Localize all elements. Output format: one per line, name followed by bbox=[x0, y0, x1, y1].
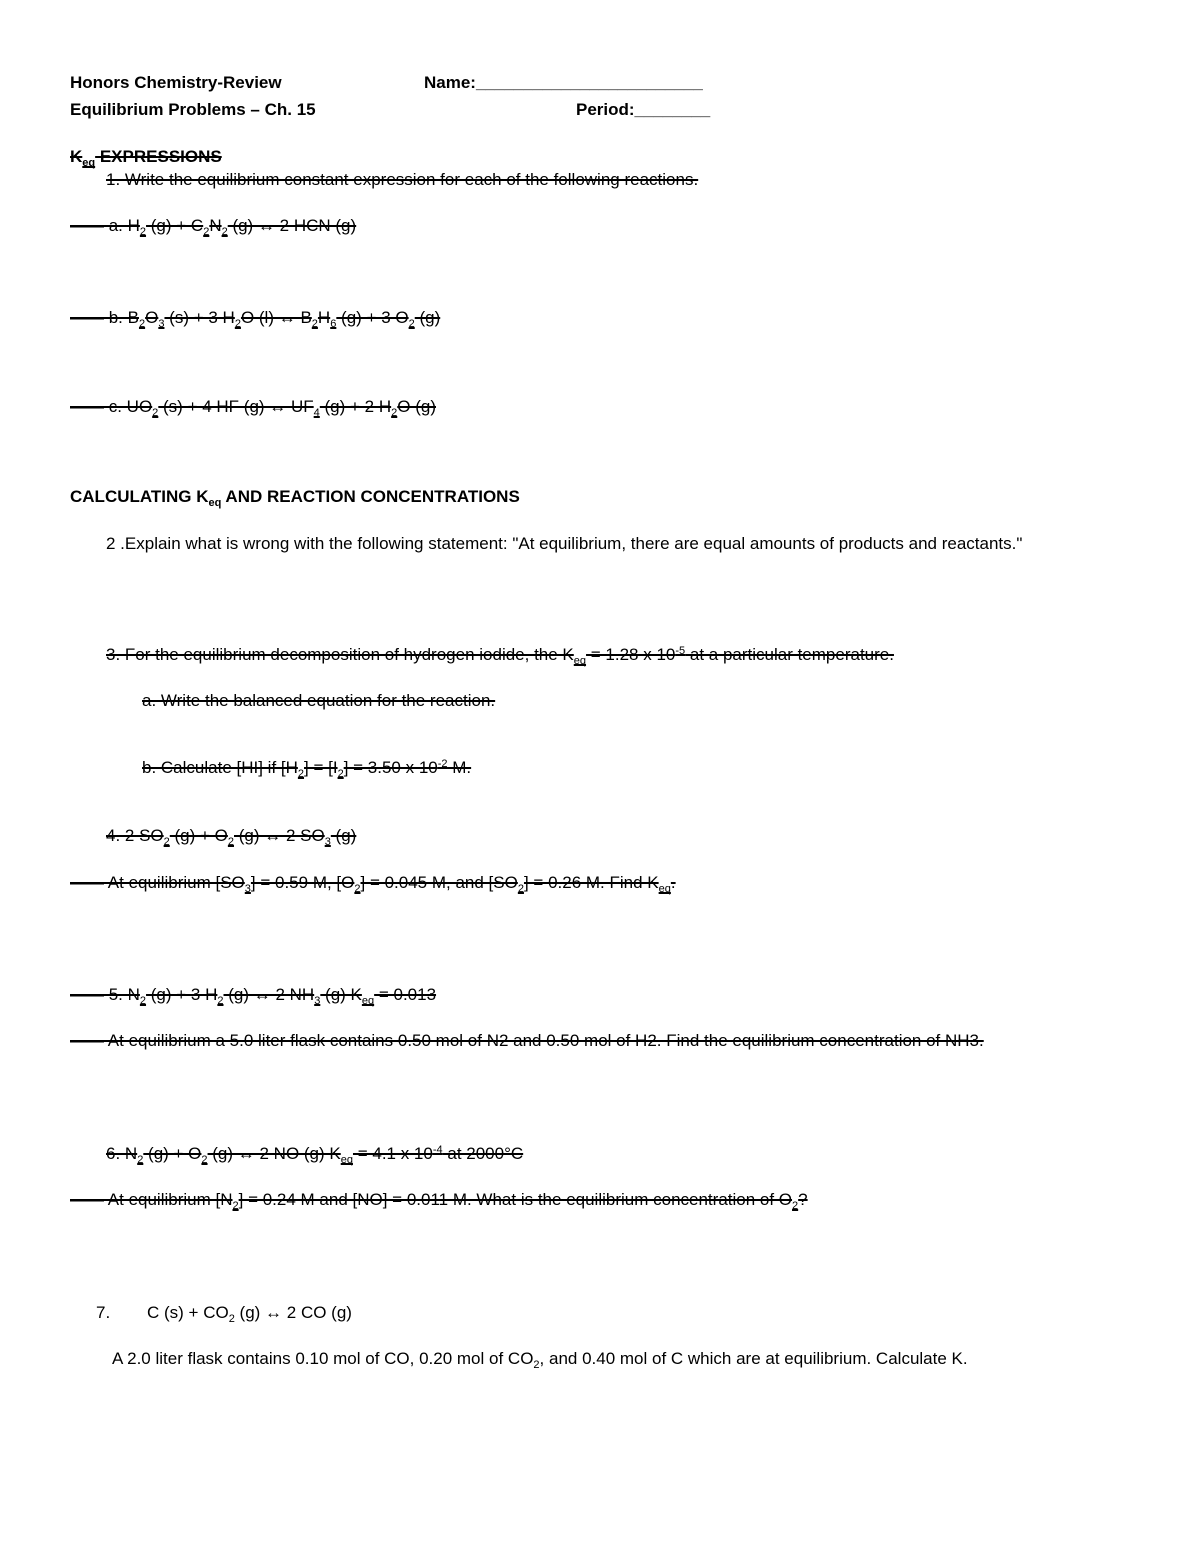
question-7-equation: C $(s) + CO_2$ (g) ↔ 2 CO (g) bbox=[147, 1303, 352, 1325]
worksheet-topic: Equilibrium Problems – Ch. 15 bbox=[70, 100, 316, 119]
question-3a: a. Write the balanced equation for the reaction. bbox=[142, 691, 496, 710]
question-5-text: —— At equilibrium a 5.0 liter flask contains 0.50 mol of N2 and 0.50 mol of H2. Find the equilibrium concentration of NH3. bbox=[70, 1031, 984, 1050]
section-keq-expressions-heading: $K_{eq}$ EXPRESSIONS bbox=[70, 147, 222, 169]
question-3b: b. Calculate [HI] if $[H_2] = [I_2] = 3.50$ x $10^{-2}$ M. bbox=[142, 758, 472, 780]
question-1: 1. Write the equilibrium constant expression for each of the following reactions. bbox=[106, 170, 699, 189]
course-title: Honors Chemistry-Review bbox=[70, 73, 282, 92]
question-7-text: A 2.0 liter flask contains 0.10 mol of CO, 0.20 mol of $CO_2$, and 0.40 mol of C which are at equilibrium. Calculate K. bbox=[112, 1349, 968, 1371]
question-5-equation: —— 5. $N_2$ (g) + 3 $H_2$ (g) ↔ 2 $NH_3$ (g) $K_{eq} = 0.013$ bbox=[70, 985, 437, 1007]
question-2: 2 .Explain what is wrong with the following statement: "At equilibrium, there are equal amounts of products and reactants." bbox=[106, 534, 1023, 553]
period-field-label: Period:________ bbox=[576, 100, 711, 119]
question-1c: —— c. $UO_2$ (s) + 4 HF (g) ↔ $UF_4$ (g) + 2 $H_2O$ (g) bbox=[70, 397, 436, 419]
question-7-number: 7. bbox=[96, 1303, 111, 1322]
question-6-equation: 6. $N_2$ $(g) + O_2$ (g) ↔ 2 NO (g) $K_{eq} = 4.1$ x $10^{-4}$ at 2000°C bbox=[106, 1144, 524, 1166]
question-1b: —— b. $B_2O_3$ (s) + 3 $H_2O$ (l) ↔ $B_2H_6$ (g) + 3 $O_2$ (g) bbox=[70, 308, 441, 330]
question-3: 3. For the equilibrium decomposition of hydrogen iodide, the $K_{eq} = 1.28$ x $10^{-5}$ at a particular temperature. bbox=[106, 645, 894, 667]
name-field-label: Name:________________________ bbox=[424, 73, 703, 92]
question-4-text: —— At equilibrium $[SO_3] = 0.59$ M, $[O_2] = 0.045$ M, and $[SO_2] = 0.26$ M. Find $K_{eq}$. bbox=[70, 873, 676, 895]
question-1a: —— a. $H_2$ $(g) + C_2N_2$ (g) ↔ 2 HCN (g) bbox=[70, 216, 357, 238]
section-calculating-heading: CALCULATING $K_{eq}$ AND REACTION CONCENTRATIONS bbox=[70, 487, 520, 509]
question-4-equation: 4. 2 $SO_2$ $(g) + O_2$ (g) ↔ 2 $SO_3$ (g) bbox=[106, 826, 357, 848]
question-6-text: —— At equilibrium $[N_2] = 0.24$ M and [NO] = 0.011 M. What is the equilibrium concentration of $O_2$? bbox=[70, 1190, 808, 1212]
